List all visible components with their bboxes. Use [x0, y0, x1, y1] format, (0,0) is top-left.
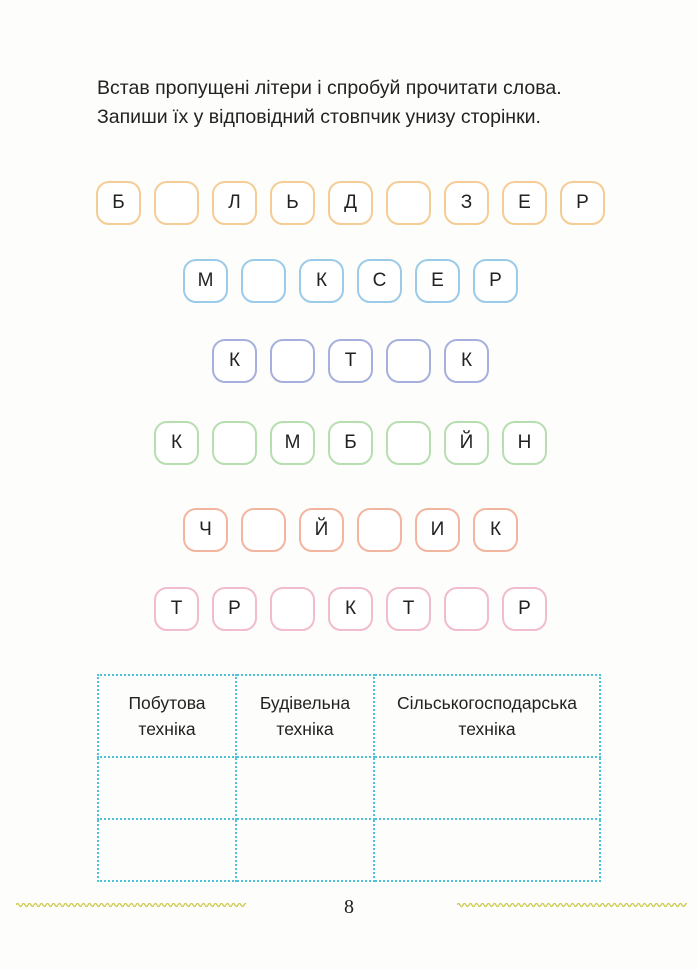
answer-cell[interactable]: [98, 819, 236, 881]
header-agricultural-machinery: [374, 675, 600, 757]
letter-box: Е: [415, 259, 460, 303]
puzzle-row: [0, 259, 698, 305]
letter-box: М: [183, 259, 228, 303]
header-household-appliances: [98, 675, 236, 757]
blank-letter-box[interactable]: [357, 508, 402, 552]
answer-cell[interactable]: [374, 819, 600, 881]
letter-box: Т: [328, 339, 373, 383]
answer-cell[interactable]: [236, 757, 374, 819]
instructions: [97, 74, 562, 132]
letter-box: Е: [502, 181, 547, 225]
decorative-wave-right: [457, 901, 687, 909]
header-line: Побутова: [128, 693, 206, 713]
puzzle-row: [0, 421, 698, 467]
letter-box: К: [299, 259, 344, 303]
header-line: Будівельна: [259, 693, 351, 713]
letter-box: Т: [154, 587, 199, 631]
puzzle-row: [0, 181, 698, 227]
letter-box: К: [212, 339, 257, 383]
letter-box: К: [473, 508, 518, 552]
answer-cell[interactable]: [98, 757, 236, 819]
letter-box: З: [444, 181, 489, 225]
letter-box: Р: [212, 587, 257, 631]
blank-letter-box[interactable]: [212, 421, 257, 465]
blank-letter-box[interactable]: [386, 421, 431, 465]
instruction-line-1: Встав пропущені літери і спробуй прочитати слова.: [97, 77, 562, 99]
blank-letter-box[interactable]: [386, 339, 431, 383]
letter-box: М: [270, 421, 315, 465]
blank-letter-box[interactable]: [270, 339, 315, 383]
header-line: техніка: [138, 719, 196, 739]
blank-letter-box[interactable]: [241, 508, 286, 552]
letter-box: Р: [502, 587, 547, 631]
answer-table: [97, 674, 601, 882]
letter-box: Ч: [183, 508, 228, 552]
instruction-line-2: Запиши їх у відповідний стовпчик унизу сторінки.: [97, 106, 541, 128]
puzzle-row: [0, 508, 698, 554]
blank-letter-box[interactable]: [444, 587, 489, 631]
letter-box: Р: [560, 181, 605, 225]
answer-cell[interactable]: [374, 757, 600, 819]
answer-cell[interactable]: [236, 819, 374, 881]
table-row: [98, 819, 600, 881]
letter-box: С: [357, 259, 402, 303]
blank-letter-box[interactable]: [154, 181, 199, 225]
letter-box: Й: [444, 421, 489, 465]
letter-box: Л: [212, 181, 257, 225]
puzzle-row: [0, 339, 698, 385]
blank-letter-box[interactable]: [241, 259, 286, 303]
letter-box: Б: [96, 181, 141, 225]
puzzle-row: [0, 587, 698, 633]
letter-box: Б: [328, 421, 373, 465]
table-header-row: [98, 675, 600, 757]
blank-letter-box[interactable]: [386, 181, 431, 225]
letter-box: Ь: [270, 181, 315, 225]
header-line: техніка: [276, 719, 334, 739]
letter-box: И: [415, 508, 460, 552]
page-number: 8: [344, 896, 354, 918]
letter-box: К: [154, 421, 199, 465]
letter-box: К: [328, 587, 373, 631]
letter-box: Д: [328, 181, 373, 225]
letter-box: Т: [386, 587, 431, 631]
header-construction-machinery: [236, 675, 374, 757]
header-line: техніка: [458, 719, 516, 739]
letter-box: Й: [299, 508, 344, 552]
table-row: [98, 757, 600, 819]
letter-box: К: [444, 339, 489, 383]
blank-letter-box[interactable]: [270, 587, 315, 631]
header-line: Сільськогосподарська: [397, 693, 577, 713]
letter-box: Р: [473, 259, 518, 303]
letter-box: Н: [502, 421, 547, 465]
